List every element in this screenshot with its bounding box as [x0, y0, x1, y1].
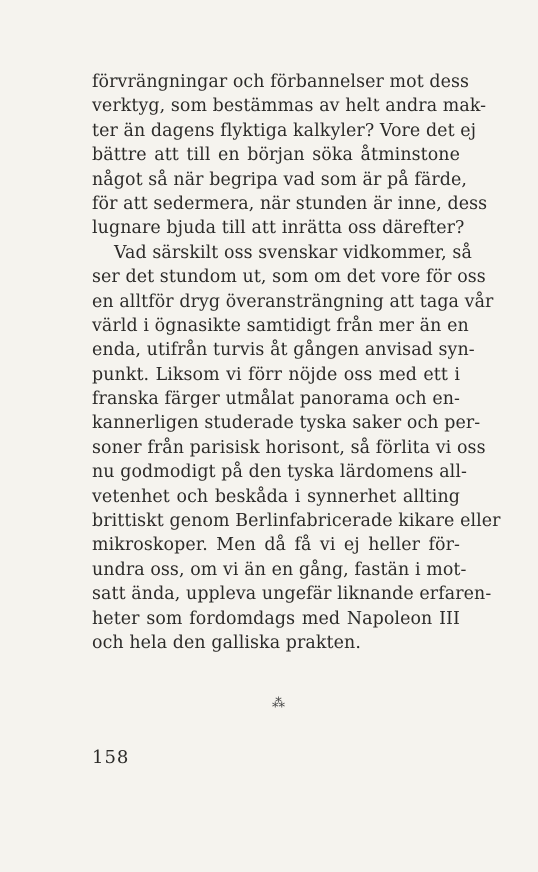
text-line: soner från parisisk horisont, så förlita vi oss [92, 437, 486, 458]
text-line: punkt. Liksom vi förr nöjde oss med ett i [92, 364, 460, 385]
text-line: kannerligen studerade tyska saker och per- [92, 413, 481, 434]
text-line: bättre att till en början söka åtminstone [92, 145, 460, 166]
text-line: förvrängningar och förbannelser mot dess [92, 72, 470, 92]
text-line: lugnare bjuda till att inrätta oss därefter? [92, 218, 465, 239]
text-line: för att sedermera, när stunden är inne, dess [92, 193, 488, 214]
text-line: nu godmodigt på den tyska lärdomens all- [92, 462, 467, 483]
text-line: något så när begripa vad som är på färde, [92, 169, 468, 190]
text-line: ter än dagens flyktiga kalkyler? Vore det ej [92, 120, 477, 141]
text-line: brittiskt genom Berlinfabricerade kikare eller [92, 511, 501, 532]
text-line: ser det stundom ut, som om det vore för oss [92, 267, 486, 288]
text-line: undra oss, om vi än en gång, fastän i mot- [92, 559, 467, 580]
text-line: enda, utifrån turvis åt gången anvisad syn- [92, 340, 475, 361]
text-line: vetenhet och beskåda i synnerhet allting [92, 486, 460, 507]
text-line: franska färger utmålat panorama och en- [92, 389, 460, 410]
page-number: 158 [92, 747, 130, 768]
body-text [92, 70, 501, 655]
text-line: verktyg, som bestämmas av helt andra mak- [92, 96, 487, 117]
text-line: satt ända, uppleva ungefär liknande erfaren- [92, 584, 492, 605]
text-line: heter som fordomdags med Napoleon III [92, 608, 460, 629]
text-line: en alltför dryg överansträngning att taga vår [92, 291, 494, 312]
text-line: värld i ögnasikte samtidigt från mer än en [92, 315, 469, 336]
text-line: och hela den galliska prakten. [92, 632, 361, 653]
text-line: mikroskoper. Men då få vi ej heller för- [92, 535, 460, 556]
paragraph-first-line: Vad särskilt oss svenskar vidkommer, så [114, 242, 472, 263]
section-ornament: ⁂ [272, 696, 285, 711]
